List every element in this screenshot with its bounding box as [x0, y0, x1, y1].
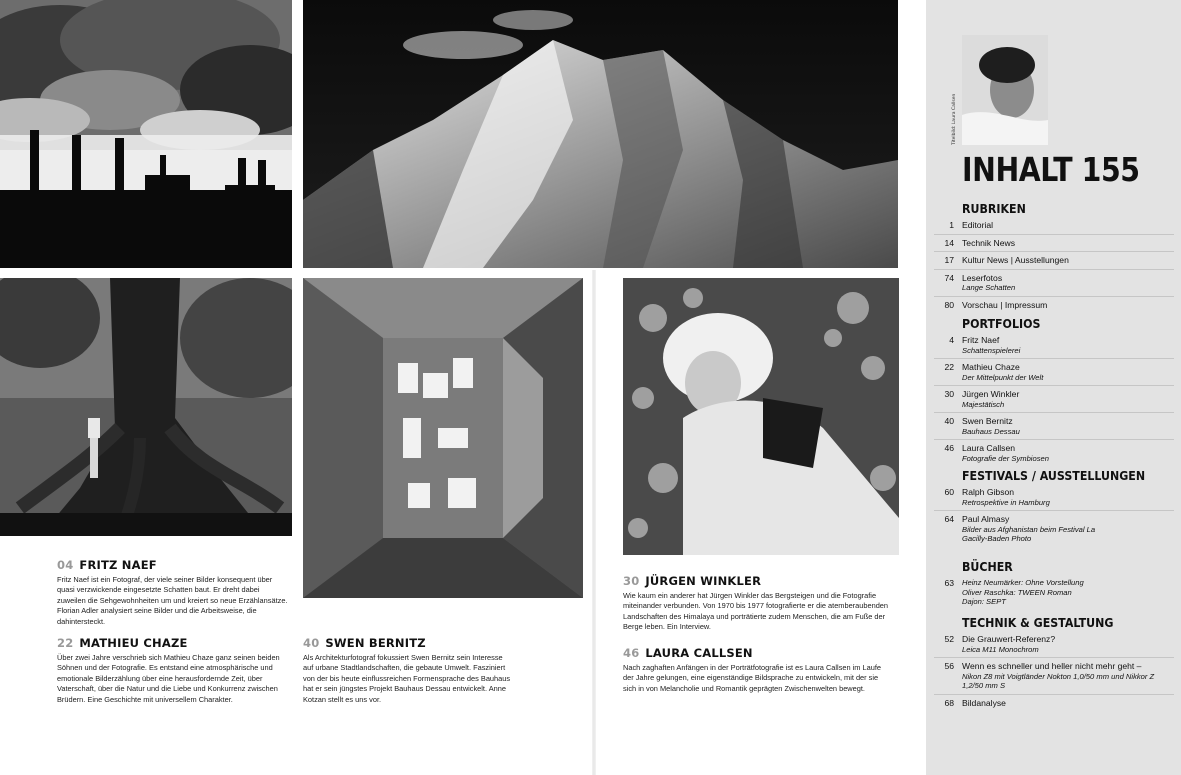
toc-page-number: 17	[944, 255, 954, 265]
article-page-number: 22	[57, 636, 74, 650]
toc-item[interactable]	[934, 296, 1174, 314]
toc-item[interactable]	[934, 358, 1174, 385]
page-gutter	[592, 270, 596, 775]
toc-page-number: 60	[944, 487, 954, 497]
section-heading-rubriken: RUBRIKEN	[962, 202, 1026, 216]
toc-subtitle: Bauhaus Dessau	[962, 426, 1020, 436]
article-heading	[623, 646, 891, 660]
photo-credit: Titelbild: Laura Callsen	[952, 93, 957, 145]
article-swen-bernitz	[303, 636, 513, 705]
toc-page-number: 56	[944, 661, 954, 672]
toc-list-portfolios	[934, 332, 1174, 466]
toc-page-number: 22	[944, 362, 954, 373]
toc-page-number: 46	[944, 443, 954, 454]
toc-subtitle: Majestätisch	[962, 399, 1005, 409]
toc-item[interactable]	[934, 234, 1174, 252]
article-heading	[303, 636, 513, 650]
toc-list-festivals	[934, 484, 1174, 547]
toc-title: Jürgen Winkler	[962, 389, 1020, 400]
toc-list-buecher	[934, 575, 1174, 610]
article-mathieu-chaze	[57, 636, 289, 705]
toc-page-number: 68	[944, 697, 954, 708]
article-body: Wie kaum ein anderer hat Jürgen Winkler das Bergsteigen und die Fotografie miteinander verbunden. Von 1970 bis 1977 fotografierte er die atemberaubenden Landschaften des Himalaya und porträtierte zudem Menschen, die am Fuße der Berge leben. Ein Interview.	[623, 591, 889, 632]
toc-subtitle: Der Mittelpunkt der Welt	[962, 372, 1044, 382]
toc-item[interactable]	[934, 412, 1174, 439]
toc-item[interactable]	[934, 484, 1174, 510]
article-heading	[57, 558, 289, 572]
toc-title: Laura Callsen	[962, 443, 1016, 454]
toc-title: Fritz Naef	[962, 335, 1000, 345]
article-page-number: 30	[623, 574, 640, 588]
toc-subtitle: Leica M11 Monochrom	[962, 644, 1039, 654]
article-body: Über zwei Jahre verschrieb sich Mathieu Chaze ganz seinen beiden Söhnen und der Fotografie. Es entstand eine atmosphärische und emotionale Bilderzählung über eine herausfordernde Zeit, über Vaterschaft, über die Natur und die Liebe und Konkurrenz zwischen Brüdern. Eine Geschichte mit universellem Charakter.	[57, 653, 280, 704]
article-body: Fritz Naef ist ein Fotograf, der viele seiner Bilder konsequent über quasi verzwickende eingesetzte Schatten baut. Er dreht dabei zuweilen die Sehgewohnheiten um und kreiert so neue Erzählansätze. Florian Adler analysiert seine Bilder und die Arbeitsweise, die dahintersteckt.	[57, 575, 288, 626]
toc-title: Vorschau | Impressum	[962, 299, 1048, 310]
toc-title: Kultur News | Ausstellungen	[962, 255, 1069, 265]
article-juergen-winkler	[623, 574, 891, 633]
article-page-number: 46	[623, 646, 640, 660]
article-page-number: 40	[303, 636, 320, 650]
toc-title: Leserfotos	[962, 272, 1003, 283]
toc-page-number: 30	[944, 389, 954, 400]
toc-item[interactable]	[934, 439, 1174, 466]
photo-tree-roots	[0, 278, 292, 536]
toc-subtitle: Retrospektive in Hamburg	[962, 497, 1050, 507]
toc-subtitle: Fotografie der Symbiosen	[962, 453, 1049, 463]
article-page-number: 04	[57, 558, 74, 572]
toc-subtitle: Lange Schatten	[962, 283, 1016, 292]
article-heading	[57, 636, 289, 650]
toc-subtitle: Schattenspielerei	[962, 345, 1021, 355]
toc-title: Swen Bernitz	[962, 416, 1013, 427]
photo-architecture	[303, 278, 583, 598]
photo-mountain	[303, 0, 898, 268]
article-title: JÜRGEN WINKLER	[645, 574, 762, 588]
section-heading-buecher: BÜCHER	[962, 560, 1013, 574]
page-title: INHALT 155	[962, 150, 1140, 189]
section-heading-portfolios: PORTFOLIOS	[962, 317, 1041, 331]
toc-title: Technik News	[962, 237, 1016, 248]
toc-item[interactable]	[934, 332, 1174, 358]
toc-page-number: 40	[944, 416, 954, 427]
toc-title: Paul Almasy	[962, 514, 1010, 525]
toc-subtitle: Bilder aus Afghanistan beim Festival La Gacilly-Baden Photo	[962, 524, 1096, 544]
toc-title: Mathieu Chaze	[962, 362, 1020, 373]
toc-item[interactable]	[934, 251, 1174, 269]
toc-page-number: 63	[944, 578, 954, 588]
toc-page-number: 80	[944, 299, 954, 310]
toc-list-rubriken	[934, 217, 1174, 313]
article-heading	[623, 574, 891, 588]
toc-item[interactable]	[934, 385, 1174, 412]
toc-title: Wenn es schneller und heller nicht mehr geht –	[962, 661, 1142, 672]
toc-item[interactable]	[934, 575, 1174, 610]
toc-item[interactable]	[934, 510, 1174, 547]
toc-page-number: 14	[944, 237, 954, 248]
toc-page-number: 4	[949, 335, 954, 345]
article-fritz-naef	[57, 558, 289, 627]
toc-subtitle: Nikon Z8 mit Voigtländer Nokton 1,0/50 mm und Nikkor Z 1,2/50 mm S	[962, 671, 1155, 691]
toc-title: Ralph Gibson	[962, 487, 1015, 497]
toc-subtitle: Heinz Neumärker: Ohne Vorstellung Oliver Raschka: TWEEN Roman Dajon: SEPT	[962, 578, 1084, 607]
article-title: LAURA CALLSEN	[645, 646, 753, 660]
toc-title: Editorial	[962, 220, 994, 230]
toc-page-number: 64	[944, 514, 954, 525]
article-body: Nach zaghaften Anfängen in der Porträtfotografie ist es Laura Callsen im Laufe der Jahre gelungen, eine eigenständige Bildsprache zu entwickeln, mit der sie sich in von Melancholie und Romantik geprägten Zwischenwelten bewegt.	[623, 663, 882, 693]
toc-item[interactable]	[934, 631, 1174, 657]
toc-title: Bildanalyse	[962, 697, 1006, 708]
toc-item[interactable]	[934, 217, 1174, 234]
photo-chimneys	[0, 0, 292, 268]
cover-thumbnail	[962, 35, 1048, 145]
toc-page-number: 52	[944, 634, 954, 644]
article-title: MATHIEU CHAZE	[79, 636, 188, 650]
article-title: FRITZ NAEF	[79, 558, 157, 572]
section-heading-festivals: FESTIVALS / AUSSTELLUNGEN	[962, 469, 1146, 483]
section-heading-technik: TECHNIK & GESTALTUNG	[962, 616, 1114, 630]
photo-portrait-woman	[623, 278, 899, 555]
toc-item[interactable]	[934, 694, 1174, 712]
toc-title: Die Grauwert-Referenz?	[962, 634, 1056, 644]
toc-list-technik	[934, 631, 1174, 711]
article-laura-callsen	[623, 646, 891, 694]
toc-item[interactable]	[934, 657, 1174, 694]
article-title: SWEN BERNITZ	[325, 636, 426, 650]
toc-page-number: 1	[949, 220, 954, 230]
toc-page-number: 74	[944, 272, 954, 283]
article-body: Als Architekturfotograf fokussiert Swen Bernitz sein Interesse auf urbane Stadtlandschaften, die gebaute Umwelt. Fasziniert von der bis heute einflussreichen Formensprache des Bauhaus hat er sein jüngstes Projekt Bauhaus Dessau entwickelt. Anne Kotzan stellt es uns vor.	[303, 653, 511, 704]
toc-item[interactable]	[934, 269, 1174, 296]
